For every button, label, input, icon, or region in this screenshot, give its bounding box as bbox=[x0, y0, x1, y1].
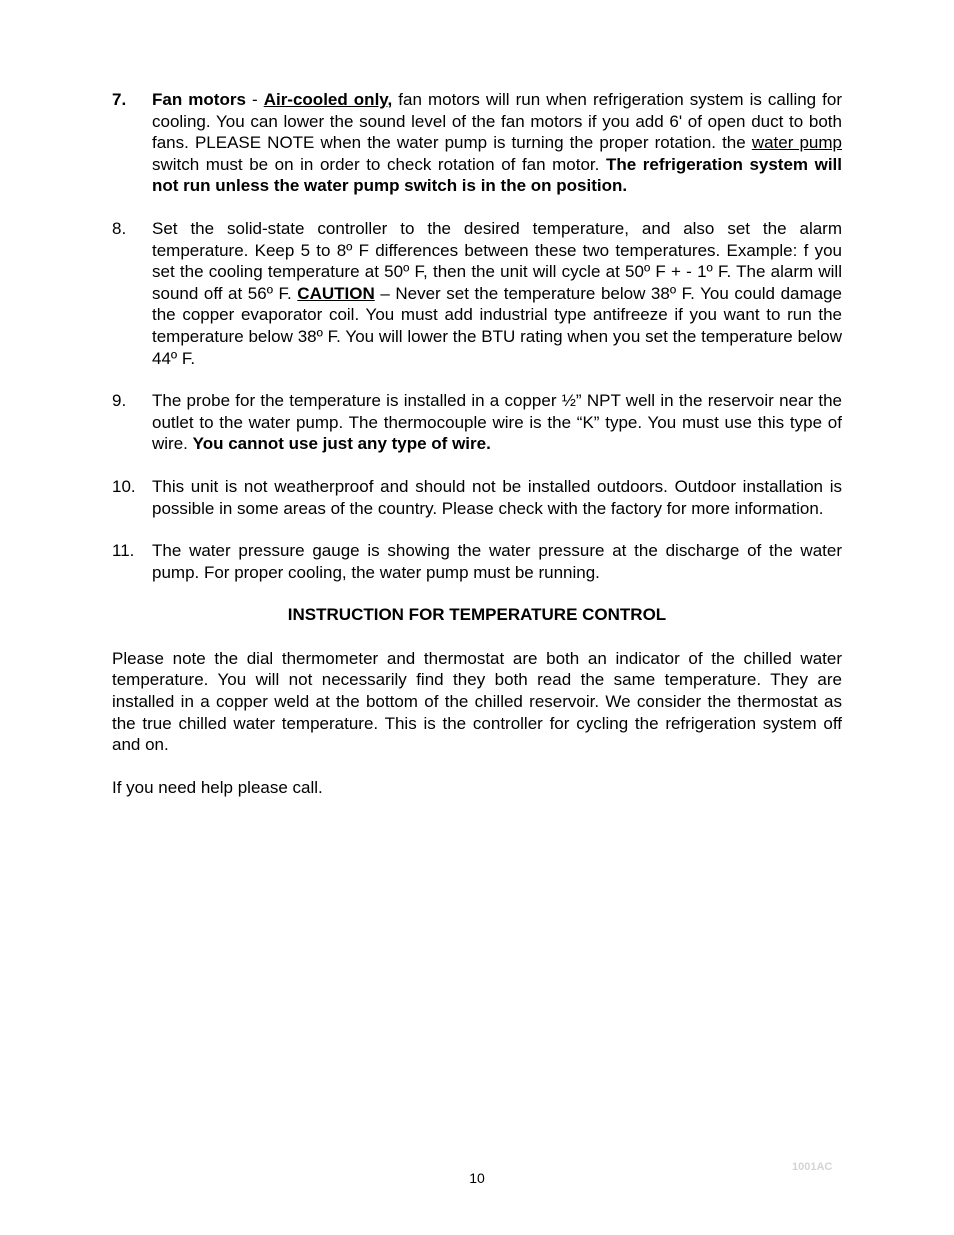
water-pump-term: water pump bbox=[751, 133, 842, 153]
list-item-9 bbox=[112, 390, 842, 455]
list-item-8 bbox=[112, 218, 842, 369]
item-body bbox=[152, 218, 842, 369]
item-body: This unit is not weatherproof and should not be installed outdoors. Outdoor installation is possible in some areas of the country. Please check with the factory for more information. bbox=[152, 476, 842, 518]
item-body bbox=[152, 89, 842, 197]
document-code: 1001AC bbox=[792, 1161, 833, 1173]
item-text: fan motors will run when refrigeration system is calling for cooling. You can lower the sound level of the fan motors if you add 6' of open duct to both fans. PLEASE NOTE when the water pump is turning the proper rotation. the bbox=[152, 90, 843, 153]
list-item-10 bbox=[112, 476, 842, 519]
item-number: 9. bbox=[112, 391, 127, 411]
bold-note: The refrigeration system will not run unless the water pump switch is in the on position. bbox=[152, 154, 842, 196]
item-dash: - bbox=[245, 90, 264, 109]
list-item-7 bbox=[112, 89, 842, 197]
item-text: Set the solid-state controller to the desired temperature, and also set the alarm temperature. Keep 5 to 8º F differences between these two temperatures. Example: f you set the cooling temperature at 50º F, then the unit will cycle at 50º F + - 1º F. The alarm will sound off at 56º F. bbox=[152, 218, 842, 303]
item-text: – Never set the temperature below 38º F. You could damage the copper evaporator coil. You must add industrial type antifreeze if you want to run the temperature below 38º F. You will lower the BTU rating when you set the temperature below 44º F. bbox=[152, 283, 843, 368]
item-body bbox=[152, 390, 842, 455]
item-number: 8. bbox=[112, 218, 127, 238]
air-cooled-note: Air-cooled only, bbox=[263, 90, 393, 109]
item-body: The water pressure gauge is showing the water pressure at the discharge of the water pump. For proper cooling, the water pump must be running. bbox=[152, 541, 842, 582]
bold-note: You cannot use just any type of wire. bbox=[192, 434, 491, 454]
item-number: 11. bbox=[112, 541, 135, 561]
item-title: Fan motors bbox=[152, 90, 246, 109]
body-paragraph: Please note the dial thermometer and thermostat are both an indicator of the chilled water temperature. You will not necessarily find they both read the same temperature. They are installed in a copper weld at the bottom of the chilled reservoir. We consider the thermostat as the true chilled water temperature. This is the controller for cycling the refrigeration system off and on. bbox=[112, 648, 842, 755]
item-number: 7. bbox=[112, 90, 127, 109]
caution-label: CAUTION bbox=[297, 283, 375, 303]
item-text: switch must be on in order to check rotation of fan motor. bbox=[152, 154, 606, 174]
help-line: If you need help please call. bbox=[112, 777, 323, 797]
list-item-11 bbox=[112, 540, 842, 583]
item-text: The probe for the temperature is installed in a copper ½” NPT well in the reservoir near the outlet to the water pump. The thermocouple wire is the “K” type. You must use this type of wire. bbox=[152, 391, 842, 454]
section-heading: INSTRUCTION FOR TEMPERATURE CONTROL bbox=[287, 605, 667, 625]
item-number: 10. bbox=[112, 476, 136, 496]
page-number: 10 bbox=[469, 1170, 485, 1186]
document-page bbox=[112, 89, 842, 819]
